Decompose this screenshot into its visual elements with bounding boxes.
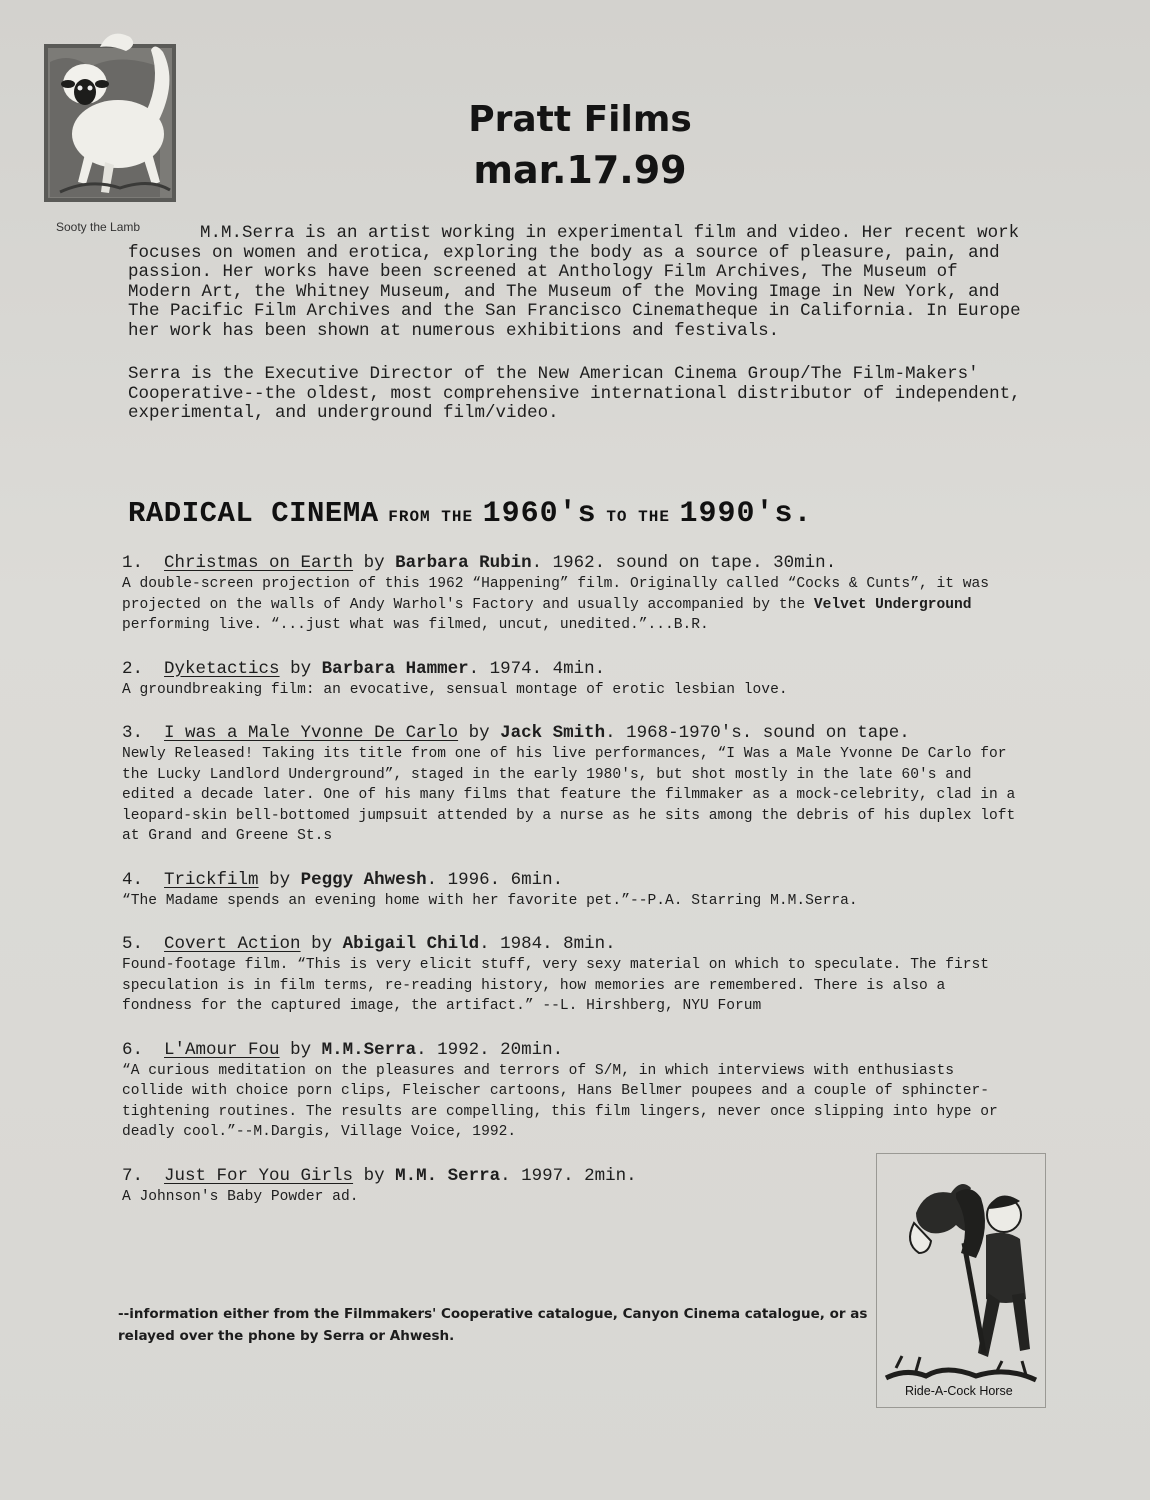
film-director: Barbara Hammer — [321, 658, 469, 679]
film-item — [122, 1039, 1022, 1143]
film-director: M.M.Serra — [321, 1039, 417, 1060]
film-by: by — [363, 1165, 385, 1186]
film-number: 6. — [122, 1039, 144, 1060]
heading-start-decade: 1960's — [482, 497, 597, 531]
film-title: Christmas on Earth — [164, 553, 354, 573]
film-director: Peggy Ahwesh — [300, 869, 427, 890]
film-details: . 1984. 8min. — [479, 934, 616, 954]
section-heading — [128, 497, 813, 531]
film-list — [122, 552, 1022, 1229]
film-by: by — [468, 723, 490, 743]
film-by: by — [290, 658, 312, 679]
horse-caption: Ride-A-Cock Horse — [905, 1384, 1013, 1398]
title-line-1: Pratt Films — [468, 99, 692, 140]
intro-paragraph-1: M.M.Serra is an artist working in experimental film and video. Her recent work focuses on women and erotica, exploring the body as a source of pleasure, pain, and passion. Her works have been screened at Anthology Film Archives, The Museum of Modern Art, the Whitney Museum, and The Museum of the Moving Image in New York, and The Pacific Film Archives and the San Francisco Cinematheque in California. In Europe her work has been shown at numerous exhibitions and festivals. — [128, 223, 1021, 341]
film-item — [122, 869, 1022, 912]
film-title: Dyketactics — [164, 658, 280, 679]
film-number: 5. — [122, 934, 144, 954]
film-item — [122, 722, 1022, 847]
film-by: by — [290, 1039, 312, 1060]
film-description: “A curious meditation on the pleasures and terrors of S/M, in which interviews with enthusiasts collide with choice porn clips, Fleischer cartoons, Hans Bellmer poupees and a couple of sphincter-tightening routines. The results are compelling, this film lingers, never once slipping into hype or deadly cool.”--M.Dargis, Village Voice, 1992. — [122, 1062, 998, 1140]
hobby-horse-illustration-icon — [876, 1153, 1046, 1408]
film-title: Trickfilm — [164, 869, 259, 890]
film-details: . 1992. 20min. — [416, 1039, 564, 1060]
film-by: by — [363, 553, 385, 573]
film-details: . 1962. sound on tape. 30min. — [531, 553, 837, 573]
film-desc-text: A double-screen projection of this 1962 “Happening” film. Originally called “Cocks & Cunts”, it was projected on the walls of Andy Warhol's Factory and usually accompanied by the — [122, 576, 990, 613]
film-desc-text-end: performing live. “...just what was filmed, uncut, unedited.”...B.R. — [122, 617, 709, 633]
film-director: Abigail Child — [342, 934, 480, 954]
page-title — [380, 96, 780, 196]
film-header — [122, 869, 1022, 891]
film-description: A groundbreaking film: an evocative, sensual montage of erotic lesbian love. — [122, 681, 788, 698]
source-footnote: --information either from the Filmmakers' Cooperative catalogue, Canyon Cinema catalogue, or as relayed over the phone by Serra or Ahwesh. — [118, 1306, 868, 1344]
film-item — [122, 552, 1022, 636]
film-description: Found-footage film. “This is very elicit stuff, very sexy material on which to speculate. The first speculation is in film terms, re-reading history, how memories are remembered. There is also a fondness for the captured image, the artifact.” --L. Hirshberg, NYU Forum — [122, 957, 990, 1014]
film-header — [122, 1039, 1022, 1061]
film-header — [122, 933, 1022, 955]
film-number: 7. — [122, 1165, 144, 1186]
lamb-illustration-icon — [40, 22, 180, 207]
film-details: . 1974. 4min. — [468, 658, 606, 679]
film-title: Covert Action — [164, 934, 301, 954]
film-details: . 1996. 6min. — [426, 869, 564, 890]
film-desc-bold: Velvet Underground — [813, 596, 972, 613]
heading-from-the: FROM THE — [388, 508, 474, 526]
film-number: 3. — [122, 723, 144, 743]
film-director: Barbara Rubin — [395, 553, 532, 573]
film-item — [122, 933, 1022, 1017]
film-director: M.M. Serra — [395, 1165, 501, 1186]
film-director: Jack Smith — [500, 723, 606, 743]
heading-end-decade: 1990's. — [679, 497, 813, 531]
film-number: 4. — [122, 869, 144, 890]
film-number: 1. — [122, 553, 144, 573]
film-description: Newly Released! Taking its title from one of his live performances, “I Was a Male Yvonne De Carlo for the Lucky Landlord Underground”, staged in the early 1980's, but shot mostly in the late 60's and edited a decade later. One of his many films that feature the filmmaker as a mock-celebrity, clad in a leopard-skin bell-bottomed jumpsuit attended by a nurse as he sits among the debris of his duplex loft at Grand and Greene St.s — [122, 746, 1016, 844]
film-header — [122, 658, 1022, 680]
film-title: I was a Male Yvonne De Carlo — [164, 723, 459, 743]
film-header — [122, 552, 1022, 574]
film-header — [122, 722, 1022, 744]
film-description: A Johnson's Baby Powder ad. — [122, 1188, 359, 1205]
title-date: mar.17.99 — [473, 148, 687, 192]
film-details: . 1997. 2min. — [500, 1165, 637, 1186]
intro-paragraph-2: Serra is the Executive Director of the New American Cinema Group/The Film-Makers' Cooperative--the oldest, most comprehensive international distributor of independent, experimental, and underground film/video. — [128, 364, 1021, 423]
film-by: by — [311, 934, 333, 954]
heading-to-the: TO THE — [606, 508, 670, 526]
film-title: Just For You Girls — [164, 1165, 354, 1186]
film-description — [122, 574, 1022, 636]
film-by: by — [269, 869, 291, 890]
lamb-caption: Sooty the Lamb — [56, 220, 141, 234]
film-item — [122, 658, 1022, 701]
film-title: L'Amour Fou — [164, 1039, 280, 1060]
film-description: “The Madame spends an evening home with her favorite pet.”--P.A. Starring M.M.Serra. — [122, 892, 858, 909]
film-details: . 1968-1970's. sound on tape. — [605, 723, 910, 743]
intro-section — [128, 224, 1028, 424]
film-number: 2. — [122, 658, 144, 679]
heading-radical-cinema: RADICAL CINEMA — [128, 497, 379, 530]
